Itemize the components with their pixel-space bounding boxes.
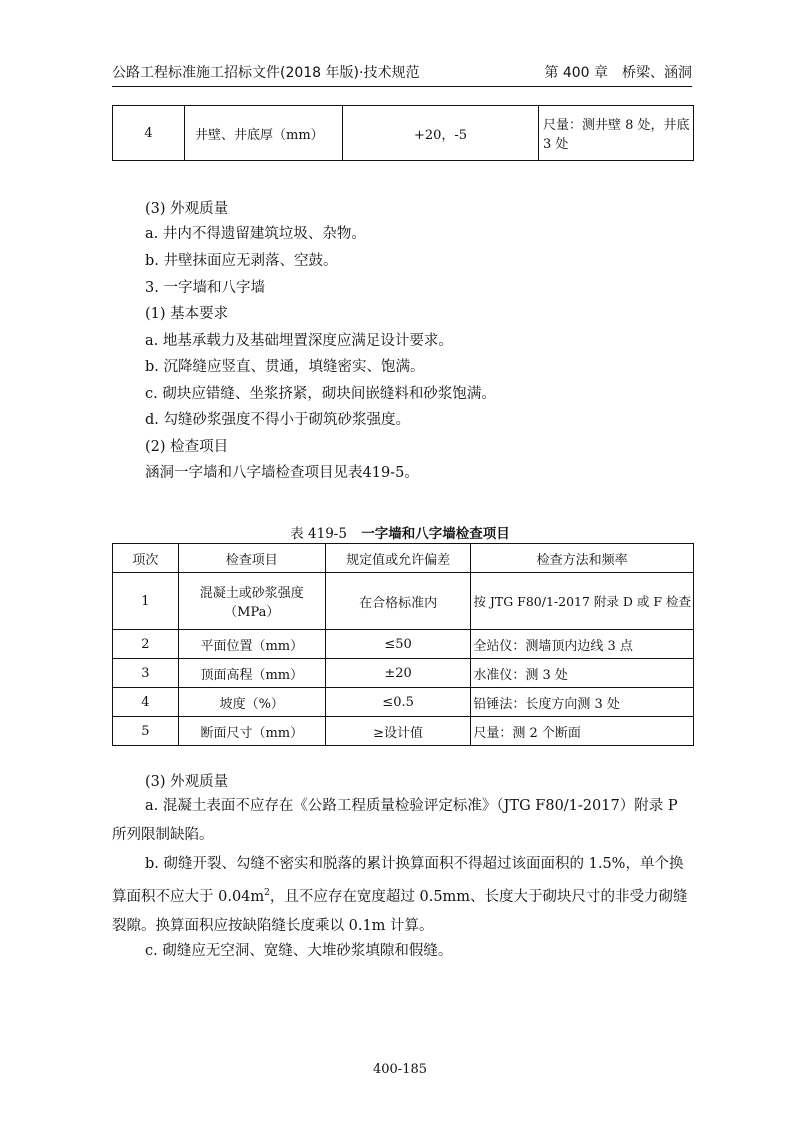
section-heading: (3) 外观质量 — [145, 774, 229, 790]
paragraph-b — [112, 850, 692, 941]
table-cell-no: 3 — [113, 659, 179, 688]
paragraph-b-text-end: ，且不应存在宽度超过 0.5mm、长度大于砌块尺寸的非受力砌缝裂隙。换算面积应按缺陷缝长度乘以 0.1m 计算。 — [112, 888, 688, 934]
method-line-2: 3 处 — [543, 137, 569, 152]
table-cell-method — [539, 106, 694, 161]
table-caption — [0, 522, 800, 542]
paragraph-line: a. 井内不得遗留建筑垃圾、杂物。 — [145, 226, 366, 242]
table-title: 一字墙和八字墙检查项目 — [361, 526, 510, 542]
paragraph-line: b. 井壁抹面应无剥落、空鼓。 — [145, 253, 338, 269]
paragraph-line: (3) 外观质量 — [145, 201, 229, 217]
table-cell-tolerance: 在合格标准内 — [325, 573, 471, 630]
paragraph-line: 涵洞一字墙和八字墙检查项目见表419-5。 — [145, 465, 419, 481]
table-cell-no: 5 — [113, 717, 179, 746]
table-cell-no: 1 — [113, 573, 179, 630]
continued-table — [112, 105, 694, 161]
table-cell-item: 井壁、井底厚（mm） — [185, 106, 343, 161]
table-row — [113, 659, 694, 688]
table-cell-no: 2 — [113, 630, 179, 659]
item-line-1: 混凝土或砂浆强度 — [199, 586, 304, 601]
paragraph-line: 3. 一字墙和八字墙 — [145, 280, 265, 296]
header-document-title: 公路工程标准施工招标文件(2018 年版)·技术规范 — [112, 65, 420, 81]
table-cell-tolerance: ≤0.5 — [325, 688, 471, 717]
table-cell-tolerance: ≤50 — [325, 630, 471, 659]
paragraph-line: (1) 基本要求 — [145, 306, 229, 322]
header-chapter: 第 400 章 桥梁、涵洞 — [544, 65, 692, 81]
paragraph-line: c. 砌块应错缝、坐浆挤紧，砌块间嵌缝料和砂浆饱满。 — [145, 386, 496, 402]
table-row — [113, 717, 694, 746]
column-header-no: 项次 — [113, 544, 179, 573]
table-cell-item: 顶面高程（mm） — [178, 659, 325, 688]
table-number: 表 419-5 — [290, 526, 347, 542]
paragraph-line: (2) 检查项目 — [145, 439, 229, 455]
page-header — [112, 58, 692, 82]
table-cell-item: 坡度（%） — [178, 688, 325, 717]
page-number: 400-185 — [372, 1062, 428, 1077]
column-header-method: 检查方法和频率 — [471, 544, 694, 573]
table-row — [113, 106, 694, 161]
table-cell-method: 铅锤法：长度方向测 3 处 — [471, 688, 694, 717]
table-row — [113, 630, 694, 659]
paragraph-line: d. 勾缝砂浆强度不得小于砌筑砂浆强度。 — [145, 412, 410, 428]
table-cell-method: 尺量：测 2 个断面 — [471, 717, 694, 746]
item-line-2: （MPa） — [224, 605, 280, 620]
table-row — [113, 688, 694, 717]
column-header-item: 检查项目 — [178, 544, 325, 573]
table-header-row — [113, 544, 694, 573]
table-cell-item: 平面位置（mm） — [178, 630, 325, 659]
table-cell-item: 断面尺寸（mm） — [178, 717, 325, 746]
table-cell-item — [178, 573, 325, 630]
method-line-1: 尺量：测井壁 8 处，井底 — [543, 118, 690, 133]
paragraph-line: a. 地基承载力及基础埋置深度应满足设计要求。 — [145, 333, 453, 349]
paragraph-c: c. 砌缝应无空洞、宽缝、大堆砂浆填隙和假缝。 — [145, 943, 453, 959]
table-cell-no: 4 — [113, 688, 179, 717]
paragraph-a: a. 混凝土表面不应存在《公路工程质量检验评定标准》（JTG F80/1-2017）附录 P 所列限制缺陷。 — [112, 798, 678, 843]
table-cell-method: 按 JTG F80/1-2017 附录 D 或 F 检查 — [471, 573, 694, 630]
paragraph-line: b. 沉降缝应竖直、贯通，填缝密实、饱满。 — [145, 359, 425, 375]
table-cell-tolerance: +20，-5 — [343, 106, 539, 161]
inspection-table — [112, 543, 694, 746]
table-cell-tolerance: ±20 — [325, 659, 471, 688]
table-cell-no: 4 — [113, 106, 185, 161]
table-row — [113, 573, 694, 630]
column-header-tolerance: 规定值或允许偏差 — [325, 544, 471, 573]
table-cell-tolerance: ≥设计值 — [325, 717, 471, 746]
table-cell-method: 全站仪：测墙顶内边线 3 点 — [471, 630, 694, 659]
paragraph-b-text: b. 砌缝开裂、勾缝不密实和脱落的累计换算面积不得超过该面面积的 1.5%，单个换算面积不应大于 0.04m — [112, 856, 684, 905]
header-rule — [112, 86, 692, 87]
superscript: 2 — [264, 888, 270, 898]
table-cell-method: 水准仪：测 3 处 — [471, 659, 694, 688]
